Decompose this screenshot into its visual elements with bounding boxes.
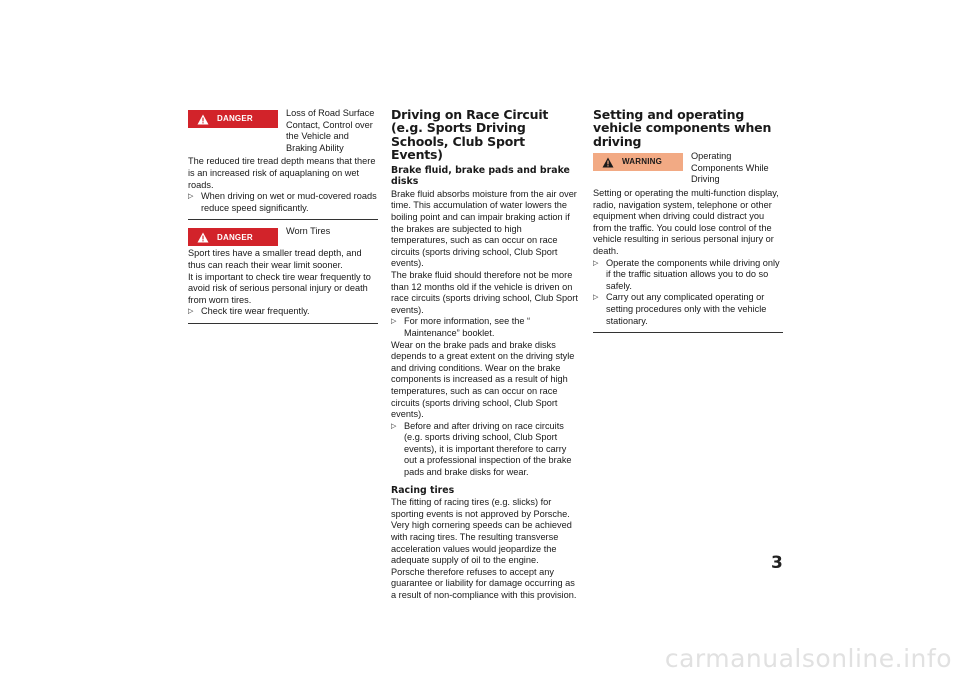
warning-triangle-icon (197, 114, 209, 125)
danger-notice-road-contact (188, 108, 378, 154)
danger-title: Worn Tires (286, 226, 331, 237)
warning-badge (593, 153, 683, 171)
bullet-item (593, 292, 783, 327)
danger-notice-worn-tires (188, 226, 378, 246)
section-divider (188, 219, 378, 220)
paragraph: Wear on the brake pads and brake disks depends to a great extent on the driving style and driving conditions. Wear on the brake components is increased as a result of high temperatures, such as can occur on race circuits (sports driving school, Club Sport events). (391, 339, 575, 420)
watermark: carmanualsonline.info (664, 644, 952, 673)
bullet-text: Operate the components while driving only if the traffic situation allows you to do so safely. (606, 257, 780, 291)
paragraph: Setting or operating the multi-function display, radio, navigation system, telephone or other equipment when driving could distract you from the traffic. You could lose control of the vehicle resulting in serious personal injury or death. (593, 188, 779, 256)
bullet-text: When driving on wet or mud-covered roads reduce speed significantly. (201, 191, 377, 213)
danger-text: It is important to check tire wear frequently to avoid risk of serious personal injury or death from worn tires. (188, 271, 371, 305)
bullet-text: Check tire wear frequently. (201, 306, 310, 317)
bullet-arrow-icon: ▷ (593, 294, 599, 302)
warning-triangle-icon (602, 157, 614, 168)
bullet-text: Carry out any complicated operating or setting procedures only with the vehicle stationary. (606, 292, 767, 326)
bullet-arrow-icon: ▷ (593, 259, 599, 267)
bullet-item (188, 191, 378, 214)
bullet-item (593, 258, 783, 293)
danger-text: Sport tires have a smaller tread depth, and thus can reach their wear limit sooner. (188, 248, 362, 270)
warning-title: Operating Components While Driving (691, 151, 769, 185)
section-divider (593, 332, 783, 333)
paragraph: Very high cornering speeds can be achieved with racing tires. The resulting transverse acceleration values would jeopardize the adequate supply of oil to the engine. (391, 520, 572, 566)
column-middle (391, 108, 579, 602)
paragraph: Porsche therefore refuses to accept any guarantee or liability for damage occurring as a result of non-compliance with this provision. (391, 566, 577, 600)
bullet-arrow-icon: ▷ (391, 318, 397, 326)
danger-badge-label: DANGER (217, 232, 253, 242)
bullet-text: For more information, see the “ Maintenance” booklet. (404, 316, 531, 338)
danger-title: Loss of Road Surface Contact, Control over the Vehicle and Braking Ability (286, 108, 375, 153)
danger-badge-label: DANGER (217, 114, 253, 124)
column-left (188, 108, 378, 330)
bullet-item (391, 316, 579, 339)
bullet-text: Before and after driving on race circuits (e.g. sports driving school, Club Sport events), it is important therefore to carry out a professional inspection of the brake pads and brake disks for wear. (404, 420, 572, 478)
paragraph: The brake fluid should therefore not be more than 12 months old if the vehicle is driven on race circuits (sports driving school, Club Sport events). (391, 269, 578, 315)
subsection-heading: Brake fluid, brake pads and brake disks (391, 164, 570, 188)
paragraph: The fitting of racing tires (e.g. slicks) for sporting events is not approved by Porsche. (391, 497, 570, 519)
paragraph: Brake fluid absorbs moisture from the air over time. This accumulation of water lowers the boiling point and can impair braking action if the brakes are subjected to high temperatures, such as can occur on race circuits (sports driving school, Club Sport events). (391, 188, 577, 269)
bullet-item (188, 306, 378, 318)
bullet-arrow-icon: ▷ (188, 308, 194, 316)
page-number: 3 (771, 553, 783, 573)
danger-badge (188, 228, 278, 246)
subsection-heading: Racing tires (391, 484, 455, 496)
warning-triangle-icon (197, 232, 209, 243)
danger-text: The reduced tire tread depth means that there is an increased risk of aquaplaning on wet roads. (188, 156, 376, 190)
section-heading: Driving on Race Circuit (e.g. Sports Driving Schools, Club Sport Events) (391, 107, 549, 163)
section-heading: Setting and operating vehicle components when driving (593, 107, 772, 149)
warning-notice (593, 151, 783, 186)
danger-badge (188, 110, 278, 128)
bullet-arrow-icon: ▷ (391, 422, 397, 430)
column-right (593, 108, 783, 339)
warning-badge-label: WARNING (622, 157, 663, 167)
bullet-arrow-icon: ▷ (188, 193, 194, 201)
section-divider (188, 323, 378, 324)
bullet-item (391, 421, 579, 479)
